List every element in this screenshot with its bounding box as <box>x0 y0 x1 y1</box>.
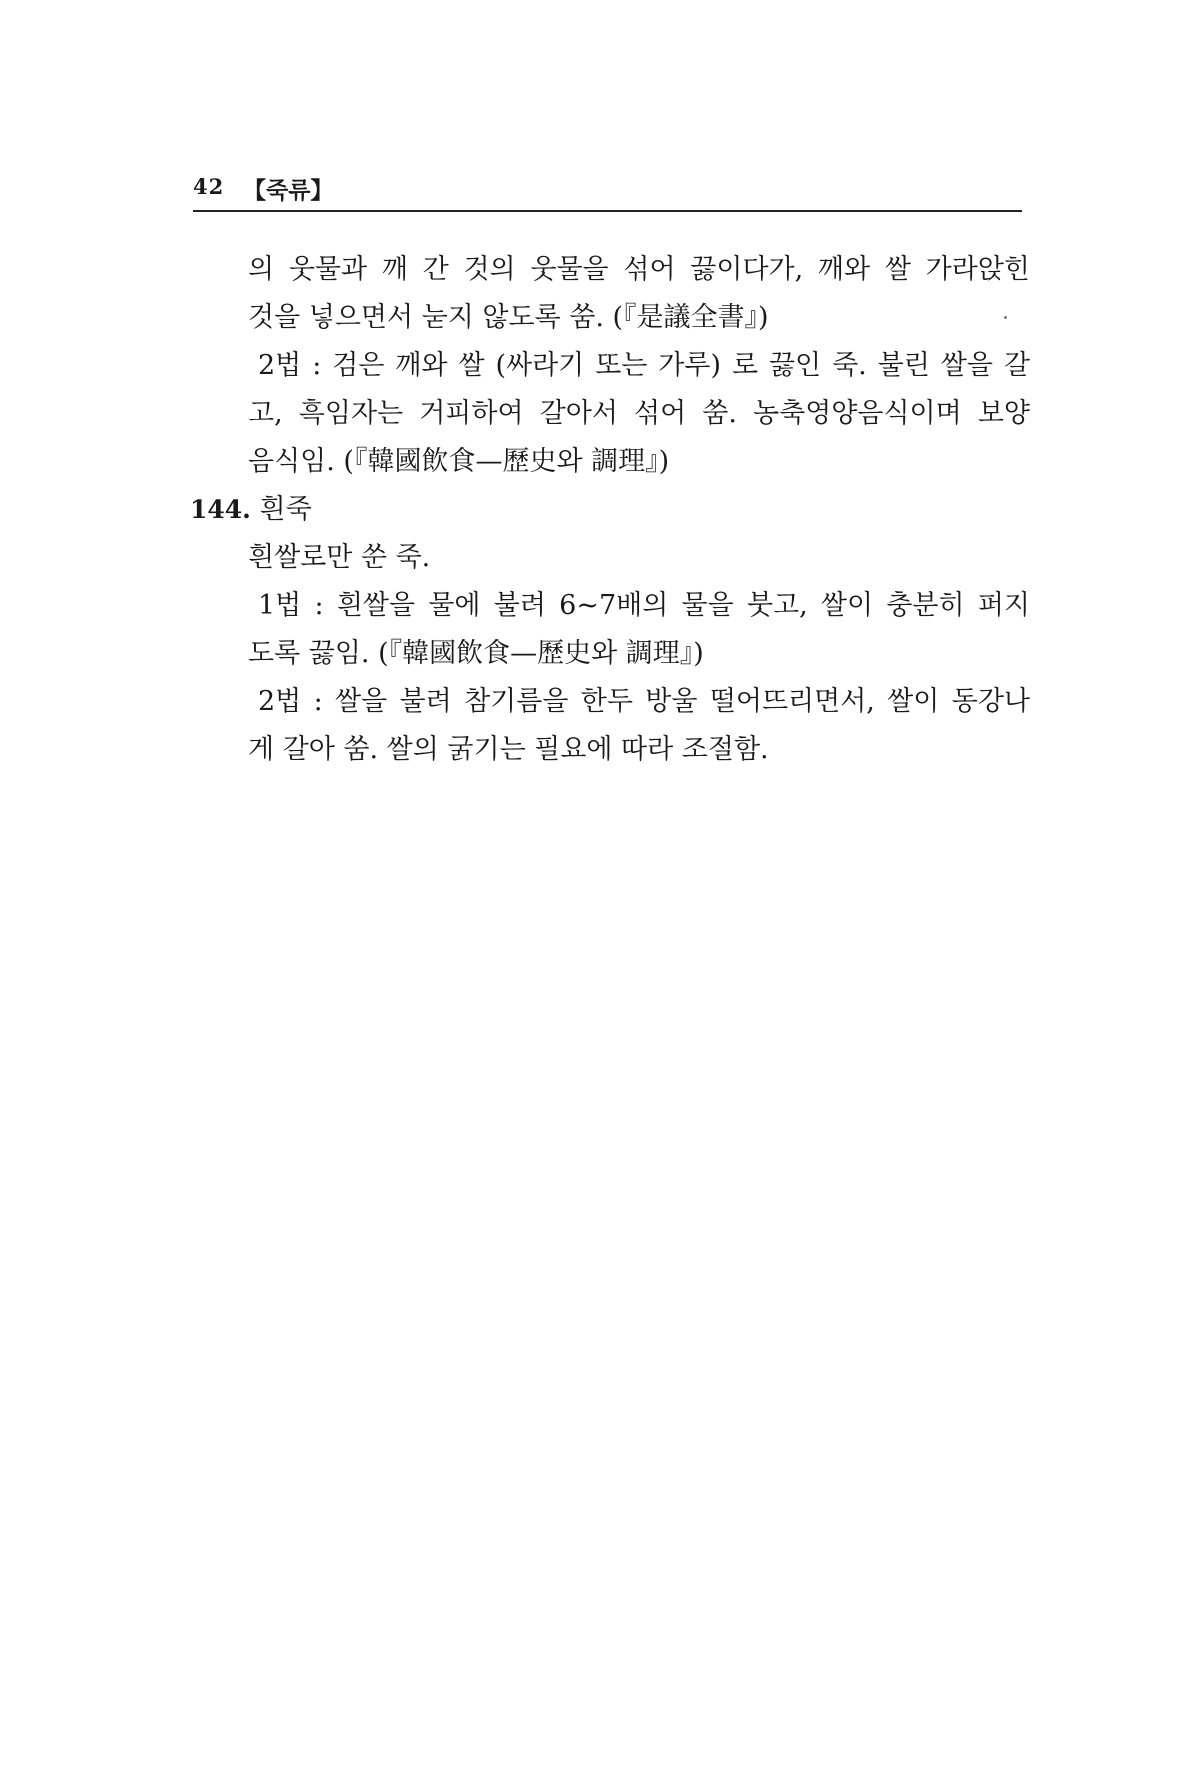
section-title: 【죽류】 <box>243 177 334 204</box>
entry-title: 흰죽 <box>259 494 312 525</box>
text-line: 음식임. (『韓國飲食—歷史와 調理』) <box>248 446 670 477</box>
method-line: 2법 : 검은 깨와 쌀 (싸라기 또는 가루) 로 끓인 죽. 불린 쌀을 갈 <box>258 350 1030 381</box>
body-text <box>190 246 1030 774</box>
method-line: 2법 : 쌀을 불려 참기름을 한두 방울 떨어뜨리면서, 쌀이 동강나 <box>258 686 1030 717</box>
entry-number: 144. <box>190 495 251 524</box>
page-number: 42 <box>193 174 225 199</box>
text-line: 게 갈아 쑴. 쌀의 굵기는 필요에 따라 조절함. <box>248 734 769 765</box>
entry-heading <box>190 486 1030 534</box>
text-line: 도록 끓임. (『韓國飲食—歷史와 調理』) <box>248 638 704 669</box>
text-line: 흰쌀로만 쑨 죽. <box>248 542 431 573</box>
method-line: 1법 : 흰쌀을 물에 불려 6~7배의 물을 붓고, 쌀이 충분히 퍼지 <box>258 590 1030 621</box>
text-line: 것을 넣으면서 눋지 않도록 쑴. (『是議全書』) <box>248 302 769 333</box>
text-line: 의 웃물과 깨 간 것의 웃물을 섞어 끓이다가, 깨와 쌀 가라앉힌 <box>248 254 1030 285</box>
page-header <box>193 170 1022 212</box>
text-line: 고, 흑임자는 거피하여 갈아서 섞어 쑴. 농축영양음식이며 보양 <box>248 398 1030 429</box>
